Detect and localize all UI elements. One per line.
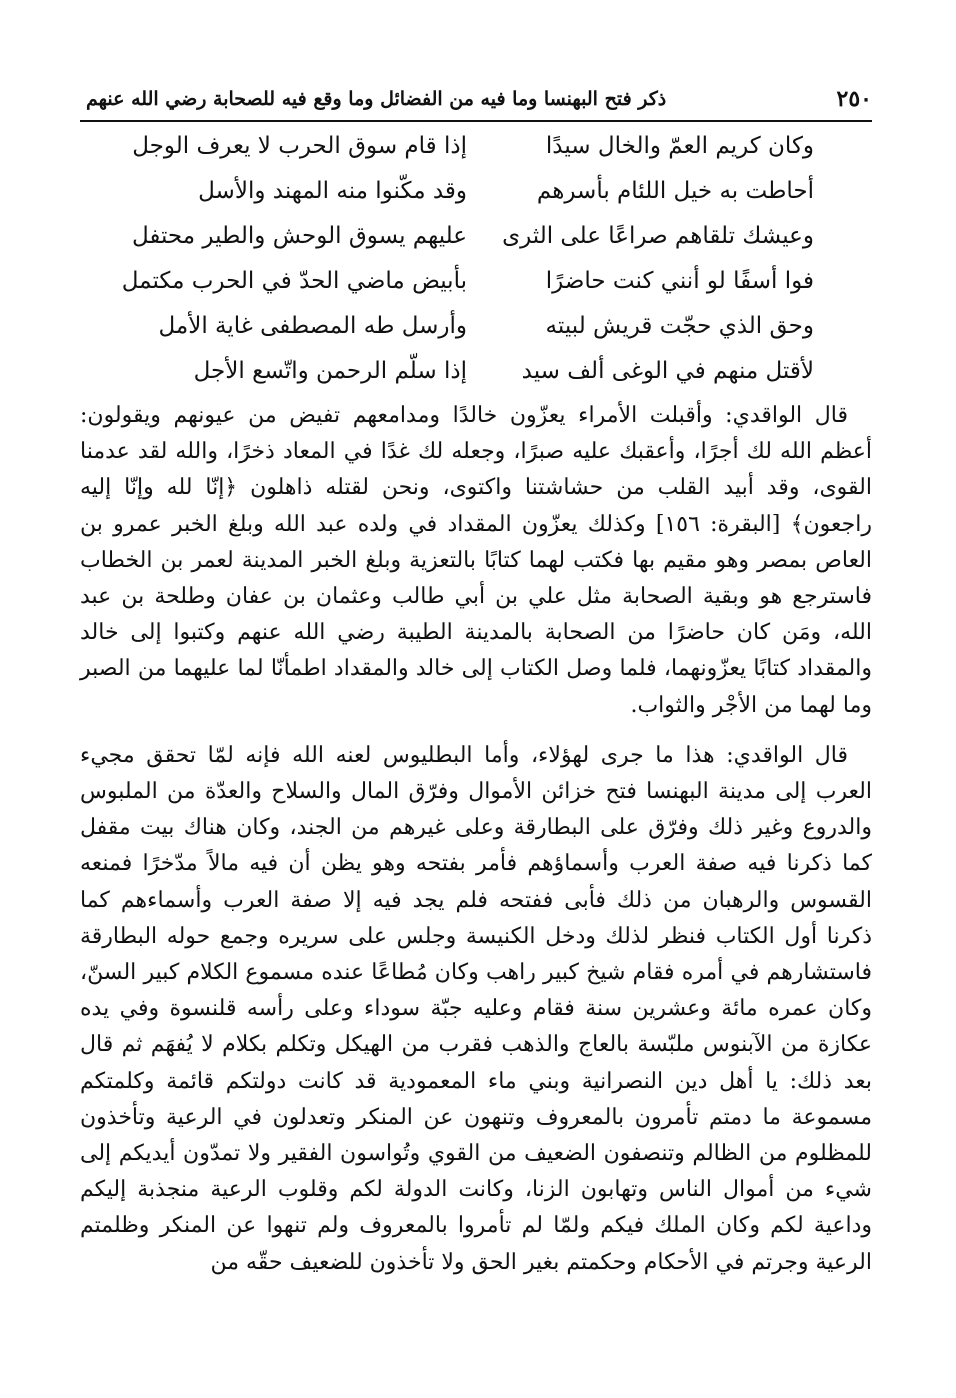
body-text	[80, 398, 872, 1295]
verse-second-hemistich: وقد مكّنوا منه المهند والأسل	[198, 178, 467, 204]
verse-first-hemistich: فوا أسفًا لو أنني كنت حاضرًا	[545, 268, 814, 294]
poem-verse	[80, 172, 872, 217]
verse-first-hemistich: وحق الذي حجّت قريش لبيته	[545, 313, 814, 339]
poem	[80, 127, 872, 397]
verse-first-hemistich: وكان كريم العمّ والخال سيدًا	[545, 133, 814, 159]
paragraph-condolences: قال الواقدي: وأقبلت الأمراء يعزّون خالدًا ومدامعهم تفيض من عيونهم ويقولون: أعظم الله لك أجرًا، وأعقبك عليه صبرًا، وجعله لك غدًا في المعاد ذخرًا، والله لقد عدمنا القوى، وقد أبيد القلب من حشاشتنا واكتوى، ونحن لقتله ذاهلون ﴿إنّا لله وإنّا إليه راجعون﴾ [البقرة: ١٥٦] وكذلك يعزّون المقداد في ولده عبد الله وبلغ الخبر عمرو بن العاص بمصر وهو مقيم بها فكتب لهما كتابًا بالتعزية وبلغ الخبر المدينة لعمر بن الخطاب فاسترجع هو وبقية الصحابة مثل علي بن أبي طالب وعثمان بن عفان وطلحة بن عبد الله، ومَن كان حاضرًا من الصحابة بالمدينة الطيبة رضي الله عنهم وكتبوا إلى خالد والمقداد كتابًا يعزّونهما، فلما وصل الكتاب إلى خالد والمقداد اطمأنّا لما عليهما من الصبر وما لهما من الأجْر والثواب.	[80, 403, 873, 718]
poem-verse	[80, 307, 872, 352]
verse-first-hemistich: أحاطت به خيل اللئام بأسرهم	[536, 178, 814, 204]
verse-first-hemistich: لأقتل منهم في الوغى ألف سيد	[521, 358, 814, 384]
verse-second-hemistich: عليهم يسوق الوحش والطير محتفل	[131, 223, 467, 249]
verse-first-hemistich: وعيشك تلقاهم صراعًا على الثرى	[502, 223, 814, 249]
verse-second-hemistich: إذا قام سوق الحرب لا يعرف الوجل	[132, 133, 467, 159]
paragraph-batlius: قال الواقدي: هذا ما جرى لهؤلاء، وأما البطليوس لعنه الله فإنه لمّا تحقق مجيء العرب إلى مدينة البهنسا فتح خزائن الأموال وفرّق المال والسلاح والعدّة من الملبوس والدروع وغير ذلك وفرّق على البطارقة وعلى غيرهم من الجند، وكان هناك بيت مقفل كما ذكرنا فيه صفة العرب وأسماؤهم فأمر بفتحه وهو يظن أن فيه مالاً مدّخرًا فمنعه القسوس والرهبان من ذلك فأبى ففتحه فلم يجد فيه إلا صفة العرب وأسماءهم كما ذكرنا أول الكتاب فنظر لذلك ودخل الكنيسة وجلس على سريره وجمع حوله البطارقة فاستشارهم في أمره فقام شيخ كبير راهب وكان مُطاعًا عنده مسموع الكلام كبير السنّ، وكان عمره مائة وعشرين سنة فقام وعليه جبّة سوداء وعلى رأسه قلنسوة وفي يده عكازة من الآبنوس ملبّسة بالعاج والذهب فقرب من الهيكل وتكلم بكلام لا يُفهَم ثم قال بعد ذلك: يا أهل دين النصرانية وبني ماء المعمودية قد كانت دولتكم قائمة وكلمتكم مسموعة ما دمتم تأمرون بالمعروف وتنهون عن المنكر وتعدلون في الرعية وتأخذون للمظلوم من الظالم وتنصفون الضعيف من القوي وتُواسون الفقير ولا تمدّون أيديكم إلى شيء من أموال الناس وتهابون الزنا، وكانت الدولة لكم وقلوب الرعية منجذبة إليكم وداعية لكم وكان الملك فيكم ولمّا لم تأمروا بالمعروف ولم تنهوا عن المنكر وظلمتم الرعية وجرتم في الأحكام وحكمتم بغير الحق ولا تأخذون للضعيف حقّه من	[80, 742, 872, 1275]
verse-second-hemistich: إذا سلّم الرحمن واتّسع الأجل	[193, 358, 467, 384]
running-title: ذكر فتح البهنسا وما فيه من الفضائل وما وقع فيه للصحابة رضي الله عنهم	[86, 88, 667, 110]
page-header	[80, 86, 872, 122]
poem-verse	[80, 127, 872, 172]
page-number: ٢٥٠	[836, 86, 872, 112]
poem-verse	[80, 217, 872, 262]
verse-second-hemistich: وأرسل طه المصطفى غاية الأمل	[158, 313, 467, 339]
poem-verse	[80, 262, 872, 307]
verse-second-hemistich: بأبيض ماضي الحدّ في الحرب مكتمل	[121, 268, 467, 294]
poem-verse	[80, 352, 872, 397]
